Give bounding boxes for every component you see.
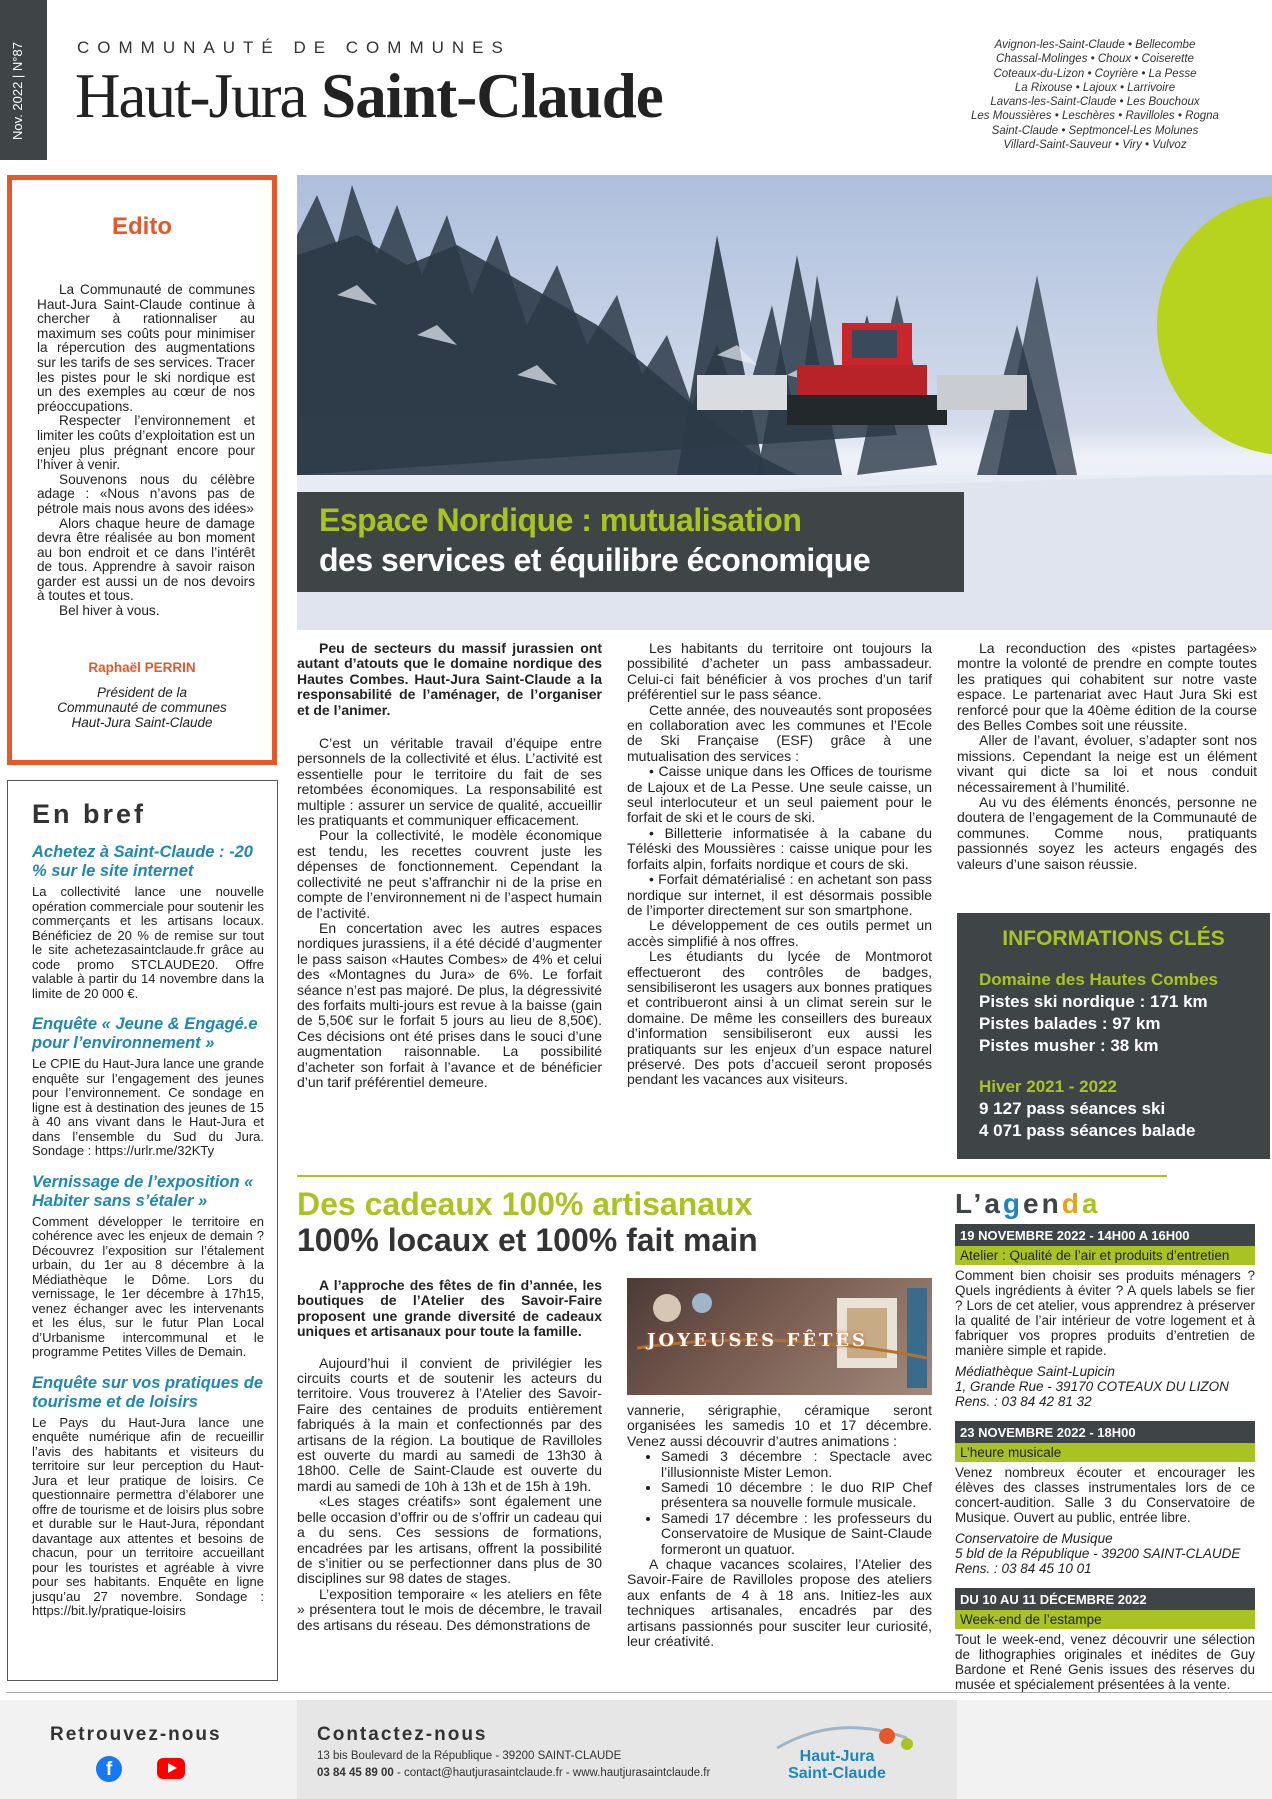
- agenda-event-date: DU 10 AU 11 DÉCEMBRE 2022: [955, 1588, 1255, 1610]
- agenda-title-part: d: [1061, 1188, 1082, 1219]
- nordic-paragraph: C’est un véritable travail d’équipe entre personnels de la collectivité et élus. L’activité est essentielle pour le territoire du fait de ses retombées économiques. La responsabilité est multiple : assurer un service de qualité, accueillir les pratiquants et communiquer efficacement.: [297, 735, 602, 829]
- headline-line-1: Espace Nordique : mutualisation: [319, 502, 802, 538]
- play-icon: [168, 1763, 177, 1773]
- communes-line: La Rixouse • Lajoux • Larrivoire: [1014, 81, 1176, 94]
- edito-text: [37, 283, 255, 619]
- section-divider: [297, 1175, 1167, 1177]
- footer-divider: [6, 1692, 1272, 1693]
- logo-line: Saint-Claude: [788, 1765, 886, 1782]
- gifts-paragraph: vannerie, sérigraphie, céramique seront organisées les samedis 10 et 17 décembre. Venez aussi découvrir d’autres animations :: [627, 1402, 932, 1449]
- gifts-paragraph: Aujourd’hui il convient de privilégier les circuits courts et de soutenir les acteurs du territoire. Vous trouverez à l’Atelier des Savoir-Faire des centaines de produits entièrement fabriqués à la main et confectionnés par des artisans de la région. La boutique de Ravilloles est ouverte du mardi au samedi de 13h30 à 18h00. Celle de Saint-Claude est ouverte du mardi au samedi de 10h à 13h et de 15h à 19h.: [297, 1354, 602, 1494]
- gifts-headline-2: 100% locaux et 100% fait main: [297, 1222, 758, 1258]
- key-info-title: INFORMATIONS CLÉS: [1002, 927, 1225, 950]
- brief-title: En bref: [32, 799, 147, 829]
- footer-logo: [757, 1718, 947, 1788]
- nordic-paragraph: Les habitants du territoire ont toujours la possibilité d’acheter un pass ambassadeur. Celui-ci fait bénéficier à vos proches d’un tarif préférentiel sur le pass séance.: [627, 640, 932, 703]
- brief-item-text: Le Pays du Haut-Jura lance une enquête numérique afin de recueillir l’avis des habitants et visiteurs du territoire sur leur perception du Haut-Jura et leur pratique de loisirs. Ce questionnaire permettra d’élaborer une offre de tourisme et de loisirs plus sobre et durable sur le Haut-Jura, répondant davantage aux attentes et besoins de chacun, pour un territoire accueillant pour les touristes et agréable à vivre pour ses habitants. Enquête en ligne jusqu’au 27 novembre. Sondage : https://bit.ly/pratique-loisirs: [32, 1414, 264, 1618]
- gifts-headline-1: Des cadeaux 100% artisanaux: [297, 1186, 753, 1222]
- agenda-event: [955, 1421, 1255, 1588]
- brief-box: [7, 780, 278, 1681]
- agenda-event-place: Conservatoire de Musique: [955, 1531, 1113, 1546]
- agenda-event-text: Comment bien choisir ses produits ménagers ? Quels ingrédients à éviter ? A quels labels se fier ? Lors de cet atelier, vous apprendrez à préserver la qualité de l’air intérieur de votre logement et à fabriquer vos propres produits d’entretien de manière simple et rapide.: [955, 1268, 1255, 1358]
- nordic-paragraph: En concertation avec les autres espaces nordiques jurassiens, il a été décidé d’augmenter le pass saison «Hautes Combes» de 4% et celui des «Montagnes du Jura» de 6%. Le forfait séance n’est pas majoré. De plus, la dégressivité des forfaits multi-jours est revue à la baisse (gain de 5,50€ sur le forfait 5 jours au lieu de 8,50€). Ces décisions ont été prises dans le souci d’une augmentation raisonnable. La possibilité d’acheter son forfait à l’avance et de bénéficier d’un tarif préférentiel demeure.: [297, 919, 602, 1090]
- gifts-col-1: [297, 1278, 602, 1633]
- nordic-paragraph: Les étudiants du lycée de Montmorot effectueront des contrôles de badges, sensibiliseront les usagers aux bonnes pratiques et contribueront ainsi à un climat serein sur le domaine. De même les conseillers des bureaux d’information sensibiliseront eux aussi les pratiquants sur les enjeux d’un espace naturel préservé. Des pots d’accueil seront proposés pendant les vacances aux visiteurs.: [627, 948, 932, 1088]
- footer: [0, 1700, 1272, 1799]
- contact-email-web[interactable]: - contact@hautjurasaintclaude.fr - www.hautjurasaintclaude.fr: [393, 1767, 711, 1779]
- gifts-headline: [297, 1186, 758, 1258]
- brief-item-text: Comment développer le territoire en cohérence avec les enjeux de demain ? Découvrez l’exposition sur l’étalement urbain, du 1er au 8 décembre à la Médiathèque le Dôme. Lors du vernissage, le 1er décembre à 17h15, venez échanger avec les intervenants et les élus, sur le futur Plan Local d’Urbanisme intercommunal et le programme Petites Villes de Demain.: [32, 1213, 264, 1359]
- nordic-lead: Peu de secteurs du massif jurassien ont autant d’atouts que le domaine nordique des Hautes Combes. Haut-Jura Saint-Claude a la responsabilité de l’aménager, de l’organiser et de l’animer.: [297, 640, 602, 718]
- logo-line: Haut-Jura: [799, 1748, 875, 1765]
- contact-line: [317, 1767, 710, 1779]
- key-info-box: [957, 913, 1270, 1159]
- gifts-lead: A l’approche des fêtes de fin d’année, les boutiques de l’Atelier des Savoir-Faire proposent une grande diversité de cadeaux uniques et artisanaux pour toute la famille.: [297, 1277, 602, 1340]
- brief-item-title: Vernissage de l’exposition « Habiter sans s’étaler »: [32, 1172, 254, 1210]
- logo-text: [757, 1748, 917, 1782]
- agenda-title-part: L’a: [955, 1188, 1003, 1219]
- edito-paragraph: Souvenons nous du célèbre adage : «Nous n’avons pas de pétrole mais nous avons des idées»: [37, 471, 255, 516]
- communes-line: Chassal-Molinges • Choux • Coiserette: [996, 53, 1194, 66]
- gifts-paragraph: A chaque vacances scolaires, l’Atelier des Savoir-Faire de Ravilloles propose des ateliers aux enfants de 4 à 18 ans. Initiez-les aux techniques artisanales, encadrés par des artisans passionnés pour susciter leur curiosité, leur créativité.: [627, 1556, 932, 1650]
- masthead-light: Haut-Jura: [75, 61, 306, 131]
- communes-line: Lavans-les-Saint-Claude • Les Bouchoux: [990, 96, 1200, 109]
- gifts-photo-banner: JOYEUSES FÊTES: [647, 1330, 869, 1351]
- brief-item-title: Enquête sur vos pratiques de tourisme et de loisirs: [32, 1373, 264, 1411]
- edito-signature: [12, 660, 272, 730]
- community-label: COMMUNAUTÉ DE COMMUNES: [77, 38, 511, 57]
- edito-box: [7, 175, 277, 765]
- nordic-paragraph: • Caisse unique dans les Offices de tourisme de Lajoux et de La Pesse. Une seule caisse, un seul interlocuteur et un seul paiement pour le forfait de ski et le cours de ski.: [627, 763, 932, 826]
- agenda-event-address: 5 bld de la République - 39200 SAINT-CLAUDE: [955, 1546, 1241, 1561]
- agenda-event-address: 1, Grande Rue - 39170 COTEAUX DU LIZON: [955, 1379, 1229, 1394]
- agenda-title: [955, 1188, 1100, 1220]
- agenda-list: [955, 1224, 1255, 1743]
- edito-paragraph: La Communauté de communes Haut-Jura Saint-Claude continue à chercher à rationnaliser au maximum ses coûts pour minimiser la répercution des augmentations sur les tarifs de ses services. Tracer les pistes pour le ski nordique est un des exemples au cœur de nos préoccupations.: [37, 282, 255, 414]
- gifts-event-item: • Samedi 3 décembre : Spectacle avec l’illusionniste Mister Lemon.: [661, 1449, 932, 1480]
- communes-line: Coteaux-du-Lizon • Coyrière • La Pesse: [993, 67, 1197, 80]
- gifts-col-2: [627, 1403, 932, 1650]
- brief-item-text: La collectivité lance une nouvelle opération commerciale pour soutenir les commerçants et les artisans locaux. Bénéficiez de 20 % de remise sur tout le site achetezasaintclaude.fr grâce au code promo STCLAUDE20. Offre valable à partir du 14 novembre dans la limite de 20 000 €.: [32, 884, 264, 1001]
- signature-role: Président de la Communauté de communes Haut-Jura Saint-Claude: [57, 685, 227, 730]
- nordic-paragraph: La reconduction des «pistes partagées» montre la volonté de prendre en compte toutes les pratiques qui cohabitent sur notre vaste espace. Le partenariat avec Haut Jura Ski est renforcé pour que la 40ème édition de la course des Belles Combes soit une réussite.: [957, 640, 1257, 734]
- key-info-line: Pistes musher : 38 km: [979, 1036, 1159, 1055]
- facebook-icon[interactable]: f: [96, 1756, 122, 1782]
- agenda-title-part: g: [1002, 1188, 1024, 1219]
- brief-item-title: Enquête « Jeune & Engagé.e pour l’environnement »: [32, 1015, 258, 1052]
- brief-items: [32, 843, 264, 1619]
- nordic-paragraph: Au vu des éléments énoncés, personne ne doutera de l’engagement de la Communauté de communes. Comme nous, pratiquants passionnés soyez les acteurs engagés des valeurs d’une saison réussie.: [957, 794, 1257, 872]
- headline-line-2: des services et équilibre économique: [319, 542, 871, 578]
- issue-tab: [0, 0, 47, 160]
- agenda-event-title: Week-end de l’estampe: [955, 1610, 1255, 1629]
- agenda-event-phone: Rens. : 03 84 45 10 01: [955, 1561, 1092, 1576]
- nordic-paragraph: Le développement de ces outils permet un accès simplifié à nos offres.: [627, 917, 932, 949]
- gifts-event-item: • Samedi 17 décembre : les professeurs du Conservatoire de Musique de Saint-Claude formeront un quatuor.: [661, 1511, 932, 1557]
- agenda-event-date: 23 NOVEMBRE 2022 - 18H00: [955, 1421, 1255, 1443]
- contact-panel: [297, 1700, 957, 1799]
- agenda-event: [955, 1224, 1255, 1421]
- communes-line: Avignon-les-Saint-Claude • Bellecombe: [994, 39, 1196, 51]
- key-info-subtitle: Hiver 2021 - 2022: [979, 1077, 1117, 1096]
- agenda-event-date: 19 NOVEMBRE 2022 - 14H00 A 16H00: [955, 1224, 1255, 1246]
- nordic-paragraph: Aller de l’avant, évoluer, s’adapter sont nos missions. Cependant la neige est un élément vivant qui dicte sa loi et nous conduit nécessairement à l’humilité.: [957, 732, 1257, 795]
- key-info-line: 9 127 pass séances ski: [979, 1099, 1166, 1118]
- nordic-paragraph: • Forfait dématérialisé : en achetant son pass nordique sur internet, il est désormais possible de l’importer directement sur son smartphone.: [627, 871, 932, 918]
- key-info-subtitle: Domaine des Hautes Combes: [979, 970, 1219, 989]
- contact-address: 13 bis Boulevard de la République - 39200 SAINT-CLAUDE: [317, 1750, 622, 1762]
- youtube-icon[interactable]: [157, 1758, 185, 1779]
- gifts-photo: [627, 1278, 932, 1395]
- gifts-paragraph: L’exposition temporaire « les ateliers en fête » présentera tout le mois de décembre, le travail des artisans du réseau. Des démonstrations de: [297, 1585, 602, 1633]
- brief-item-title: Achetez à Saint-Claude : -20 % sur le site internet: [32, 843, 253, 880]
- find-us-title: Retrouvez-nous: [50, 1724, 222, 1745]
- communes-list: [930, 38, 1260, 152]
- key-info-line: 4 071 pass séances balade: [979, 1121, 1196, 1140]
- gifts-paragraph: «Les stages créatifs» sont également une belle occasion d’offrir ou de s’offrir un cadeau qui a du sens. Ces sessions de formations, encadrées par les artisans, offrent la possibilité de s’initier ou se perfectionner dans plus de 30 disciplines sur 98 dates de stages.: [297, 1493, 602, 1587]
- signature-name: Raphaël PERRIN: [88, 660, 196, 675]
- agenda-title-part: a: [1081, 1188, 1101, 1219]
- agenda-event-place: Médiathèque Saint-Lupicin: [955, 1364, 1115, 1379]
- nordic-paragraph: Cette année, des nouveautés sont proposées en collaboration avec les communes et l’Ecole de Ski Française (ESF) grâce à une mutualisation des services :: [627, 701, 932, 764]
- key-info-line: Pistes ski nordique : 171 km: [979, 992, 1208, 1011]
- agenda-event-title: Atelier : Qualité de l’air et produits d’entretien: [955, 1246, 1255, 1265]
- edito-title: Edito: [112, 213, 172, 240]
- agenda-title-part: en: [1023, 1188, 1062, 1219]
- nordic-col-2: [627, 641, 932, 1088]
- headline-box: [297, 492, 964, 592]
- masthead: [75, 60, 663, 132]
- gifts-events-list: [661, 1449, 932, 1557]
- key-info-content: [979, 969, 1259, 1142]
- agenda-event-phone: Rens. : 03 84 42 81 32: [955, 1394, 1092, 1409]
- masthead-bold: Saint-Claude: [321, 61, 663, 131]
- issue-number: Nov. 2022 | N°87: [10, 42, 25, 140]
- communes-line: Saint-Claude • Septmoncel-Les Molunes: [991, 124, 1199, 137]
- agenda-event-text: Tout le week-end, venez découvrir une sélection de lithographies originales et inédites de Guy Bardone et René Genis issues des réserves du musée et spécialement présentées à la vente.: [955, 1632, 1255, 1692]
- agenda-event-title: L’heure musicale: [955, 1443, 1255, 1462]
- edito-paragraph: Respecter l’environnement et limiter les coûts d’exploitation est un enjeu plus prégnant encore pour l’hiver à venir.: [37, 413, 255, 473]
- edito-paragraph: Bel hiver à vous.: [59, 603, 160, 619]
- gifts-event-item: • Samedi 10 décembre : le duo RIP Chef présentera sa nouvelle formule musicale.: [661, 1480, 932, 1511]
- nordic-paragraph: • Billetterie informatisée à la cabane du Téléski des Moussières : caisse unique pour les forfaits alpin, forfaits nordique et cours de ski.: [627, 824, 932, 872]
- article-headline: [319, 500, 870, 580]
- contact-title: Contactez-nous: [317, 1724, 488, 1745]
- agenda-event-text: Venez nombreux écouter et encourager les élèves des classes instrumentales lors de ce concert-audition. Salle 3 du Conservatoire de Musique. Ouvert au public, entrée libre.: [955, 1465, 1255, 1525]
- communes-line: Les Moussières • Leschères • Ravilloles • Rogna: [971, 110, 1219, 123]
- brief-item-text: Le CPIE du Haut-Jura lance une grande enquête sur l’engagement des jeunes pour l’environnement. Ce sondage en ligne est à destination des jeunes de 15 à 40 ans vivant dans le Haut-Jura et dans l’ensemble du Sud du Jura. Sondage : https://urlr.me/32KTy: [32, 1056, 264, 1158]
- communes-line: Villard-Saint-Sauveur • Viry • Vulvoz: [1003, 139, 1187, 152]
- contact-phone[interactable]: 03 84 45 89 00: [317, 1767, 394, 1779]
- nordic-paragraph: Pour la collectivité, le modèle économique est tendu, les recettes couvrent juste les dépenses de fonctionnement. Cependant la collectivité ne peut s’affranchir ni de la prise en compte de l’environnement ni de l’aspect humain de l’activité.: [297, 827, 602, 921]
- key-info-line: Pistes balades : 97 km: [979, 1014, 1161, 1033]
- edito-paragraph: Alors chaque heure de damage devra être réalisée au bon moment au bon endroit et ce dans l’intérêt de tous. Apprendre à savoir raison garder est aussi un de nos devoirs à toutes et tous.: [37, 515, 255, 604]
- nordic-col-1: [297, 641, 602, 1090]
- nordic-col-3: [957, 641, 1257, 872]
